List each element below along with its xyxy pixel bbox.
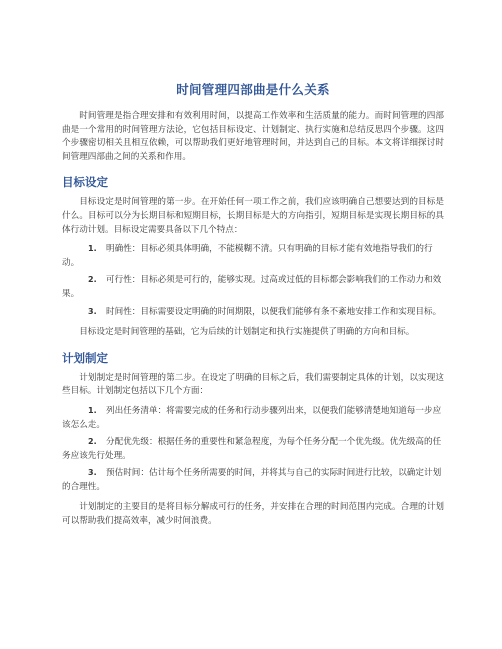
section-closing-paragraph: 计划制定的主要目的是将目标分解成可行的任务，并安排在合理的时间范围内完成。合理的计划可以帮助我们提高效率，减少时间浪费。 <box>62 502 444 527</box>
section-closing-paragraph: 目标设定是时间管理的基础，它为后续的计划制定和执行实施提供了明确的方向和目标。 <box>79 327 415 338</box>
list-item-text: 分配优先级：根据任务的重要性和紧急程度，为每个任务分配一个优先级。优先级高的任务应该先行处理。 <box>62 437 442 461</box>
list-item-text: 时间性：目标需要设定明确的时间期限，以便我们能够有条不紊地安排工作和实现目标。 <box>106 306 442 317</box>
list-item <box>62 242 444 270</box>
list-number: 3. <box>88 306 97 316</box>
section-lead-paragraph: 目标设定是时间管理的第一步。在开始任何一项工作之前，我们应该明确自己想要达到的目标是什么。目标可以分为长期目标和短期目标，长期目标是大的方向指引，短期目标是实现长期目标的具体行动计划。目标设定需要具备以下几个特点： <box>62 197 444 235</box>
section-goal-setting <box>62 174 444 339</box>
list-number: 2. <box>88 275 97 285</box>
list-item-text: 可行性：目标必须是可行的，能够实现。过高或过低的目标都会影响我们的工作动力和效果。 <box>62 275 442 299</box>
numbered-list <box>62 242 444 319</box>
list-item <box>62 466 444 494</box>
list-item-text: 预估时间：估计每个任务所需要的时间，并将其与自己的实际时间进行比较，以确定计划的合理性。 <box>62 468 442 492</box>
list-item-text: 明确性：目标必须具体明确，不能模糊不清。只有明确的目标才能有效地指导我们的行动。 <box>62 244 433 268</box>
list-item-text: 列出任务清单：将需要完成的任务和行动步骤列出来，以便我们能够清楚地知道每一步应该怎么走。 <box>62 405 442 430</box>
intro-paragraph: 时间管理是指合理安排和有效利用时间，以提高工作效率和生活质量的能力。而时间管理的四部曲是一个常用的时间管理方法论，它包括目标设定、计划制定、执行实施和总结反思四个步骤。这四个步骤密切相关且相互依赖，可以帮助我们更好地管理时间，并达到自己的目标。本文将详细探讨时间管理四部曲之间的关系和作用。 <box>62 111 444 162</box>
section-heading: 目标设定 <box>62 175 108 190</box>
list-number: 2. <box>88 437 97 447</box>
list-item <box>62 305 444 320</box>
list-item <box>62 273 444 301</box>
section-plan-making <box>62 350 444 529</box>
document-title: 时间管理四部曲是什么关系 <box>176 82 330 97</box>
list-item <box>62 435 444 463</box>
list-item <box>62 404 444 432</box>
list-number: 1. <box>88 244 97 254</box>
list-number: 3. <box>88 468 97 478</box>
numbered-list <box>62 404 444 495</box>
section-lead-paragraph: 计划制定是时间管理的第二步。在设定了明确的目标之后，我们需要制定具体的计划，以实现这些目标。计划制定包括以下几个方面： <box>62 372 444 397</box>
section-heading: 计划制定 <box>62 350 108 365</box>
list-number: 1. <box>88 405 97 415</box>
